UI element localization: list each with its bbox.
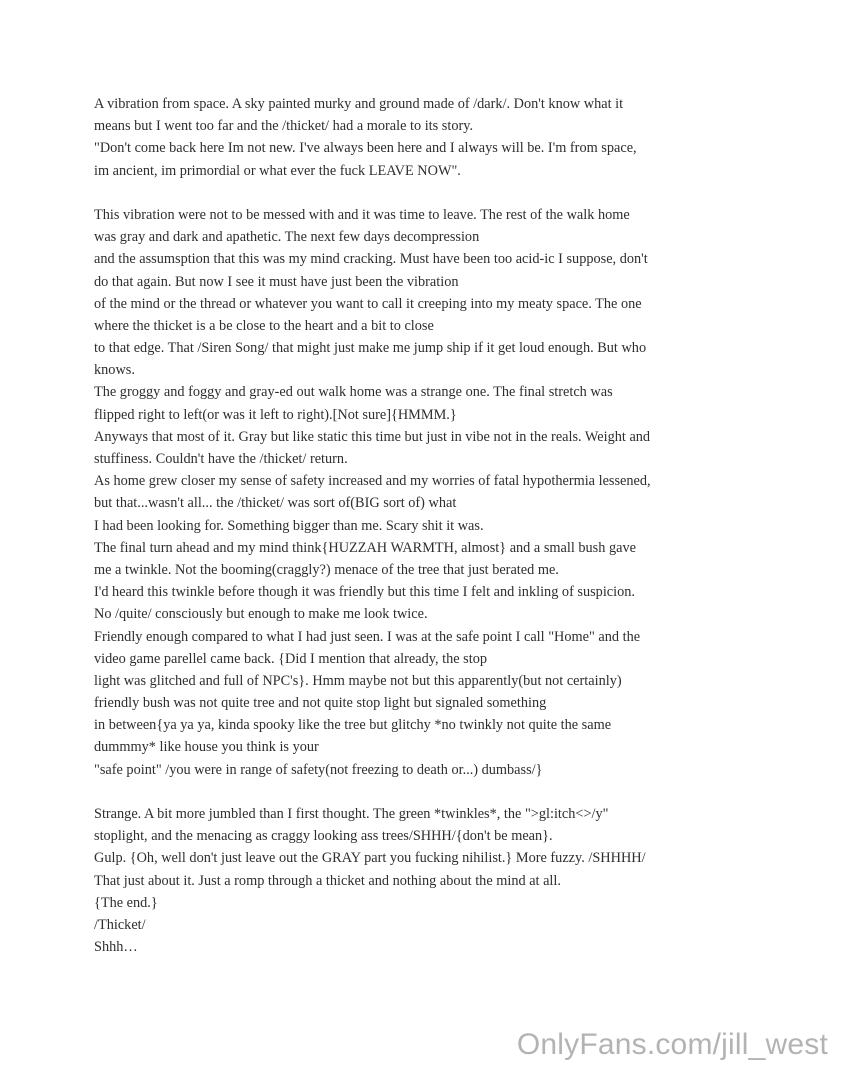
text-line: knows.: [94, 362, 135, 379]
text-line: The final turn ahead and my mind think{HUZZAH WARMTH, almost} and a small bush gave: [94, 539, 636, 556]
text-line: do that again. But now I see it must have just been the vibration: [94, 273, 459, 290]
text-line: and the assumsption that this was my mind cracking. Must have been too acid-ic I suppose, don't: [94, 251, 648, 268]
text-line: stuffiness. Couldn't have the /thicket/ return.: [94, 451, 348, 467]
text-line: was gray and dark and apathetic. The next few days decompression: [94, 229, 480, 246]
text-line: im ancient, im primordial or what ever the fuck LEAVE NOW".: [94, 162, 461, 179]
text-line: where the thicket is a be close to the heart and a bit to close: [94, 317, 434, 334]
text-line: I'd heard this twinkle before though it was friendly but this time I felt and inkling of suspicion.: [94, 584, 635, 601]
paragraph-block-2: [94, 204, 784, 781]
text-line: Anyways that most of it. Gray but like static this time but just in vibe not in the reals. Weight and: [94, 428, 651, 445]
text-line: A vibration from space. A sky painted murky and ground made of /dark/. Don't know what it: [94, 96, 624, 112]
text-line: Strange. A bit more jumbled than I first thought. The green *twinkles*, the ">gl:itch<>/y": [94, 806, 609, 822]
text-line: friendly bush was not quite tree and not quite stop light but signaled something: [94, 695, 547, 712]
text-line: {The end.}: [94, 894, 158, 911]
text-line: "safe point" /you were in range of safety(not freezing to death or...) dumbass/}: [94, 761, 543, 778]
text-line: "Don't come back here Im not new. I've always been here and I always will be. I'm from space,: [94, 140, 637, 157]
text-line: dummmy* like house you think is your: [94, 739, 319, 756]
paragraph-block-1: [94, 93, 784, 182]
text-line: I had been looking for. Something bigger than me. Scary shit it was.: [94, 517, 484, 534]
text-line: means but I went too far and the /thicket/ had a morale to its story.: [94, 118, 474, 135]
text-line: me a twinkle. Not the booming(craggly?) menace of the tree that just berated me.: [94, 561, 559, 578]
text-line: /Thicket/: [94, 916, 146, 933]
text-line: in between{ya ya ya, kinda spooky like the tree but glitchy *no twinkly not quite the same: [94, 717, 612, 734]
text-line: flipped right to left(or was it left to right).[Not sure]{HMMM.}: [94, 406, 457, 423]
text-line: video game parellel came back. {Did I mention that already, the stop: [94, 650, 487, 667]
text-line: As home grew closer my sense of safety increased and my worries of fatal hypothermia lessened,: [94, 473, 651, 490]
text-line: No /quite/ consciously but enough to make me look twice.: [94, 606, 428, 623]
text-line: The groggy and foggy and gray-ed out walk home was a strange one. The final stretch was: [94, 384, 613, 401]
paragraph-gap: [94, 182, 784, 204]
text-line: That just about it. Just a romp through a thicket and nothing about the mind at all.: [94, 872, 561, 889]
text-line: of the mind or the thread or whatever you want to call it creeping into my meaty space. The one: [94, 295, 642, 312]
text-line: Gulp. {Oh, well don't just leave out the GRAY part you fucking nihilist.} More fuzzy. /SHHHH/: [94, 850, 646, 867]
paragraph-block-3: [94, 803, 784, 958]
text-line: Shhh…: [94, 939, 138, 956]
watermark-text: OnlyFans.com/jill_west: [516, 1028, 828, 1061]
text-line: to that edge. That /Siren Song/ that might just make me jump ship if it get loud enough. But who: [94, 340, 647, 357]
text-line: Friendly enough compared to what I had just seen. I was at the safe point I call "Home" and the: [94, 628, 641, 645]
text-line: light was glitched and full of NPC's}. Hmm maybe not but this apparently(but not certainly): [94, 672, 622, 689]
text-line: stoplight, and the menacing as craggy looking ass trees/SHHH/{don't be mean}.: [94, 828, 553, 845]
document-body: [94, 93, 784, 958]
text-line: but that...wasn't all... the /thicket/ was sort of(BIG sort of) what: [94, 495, 457, 512]
text-line: This vibration were not to be messed with and it was time to leave. The rest of the walk home: [94, 206, 630, 223]
paragraph-gap: [94, 781, 784, 803]
